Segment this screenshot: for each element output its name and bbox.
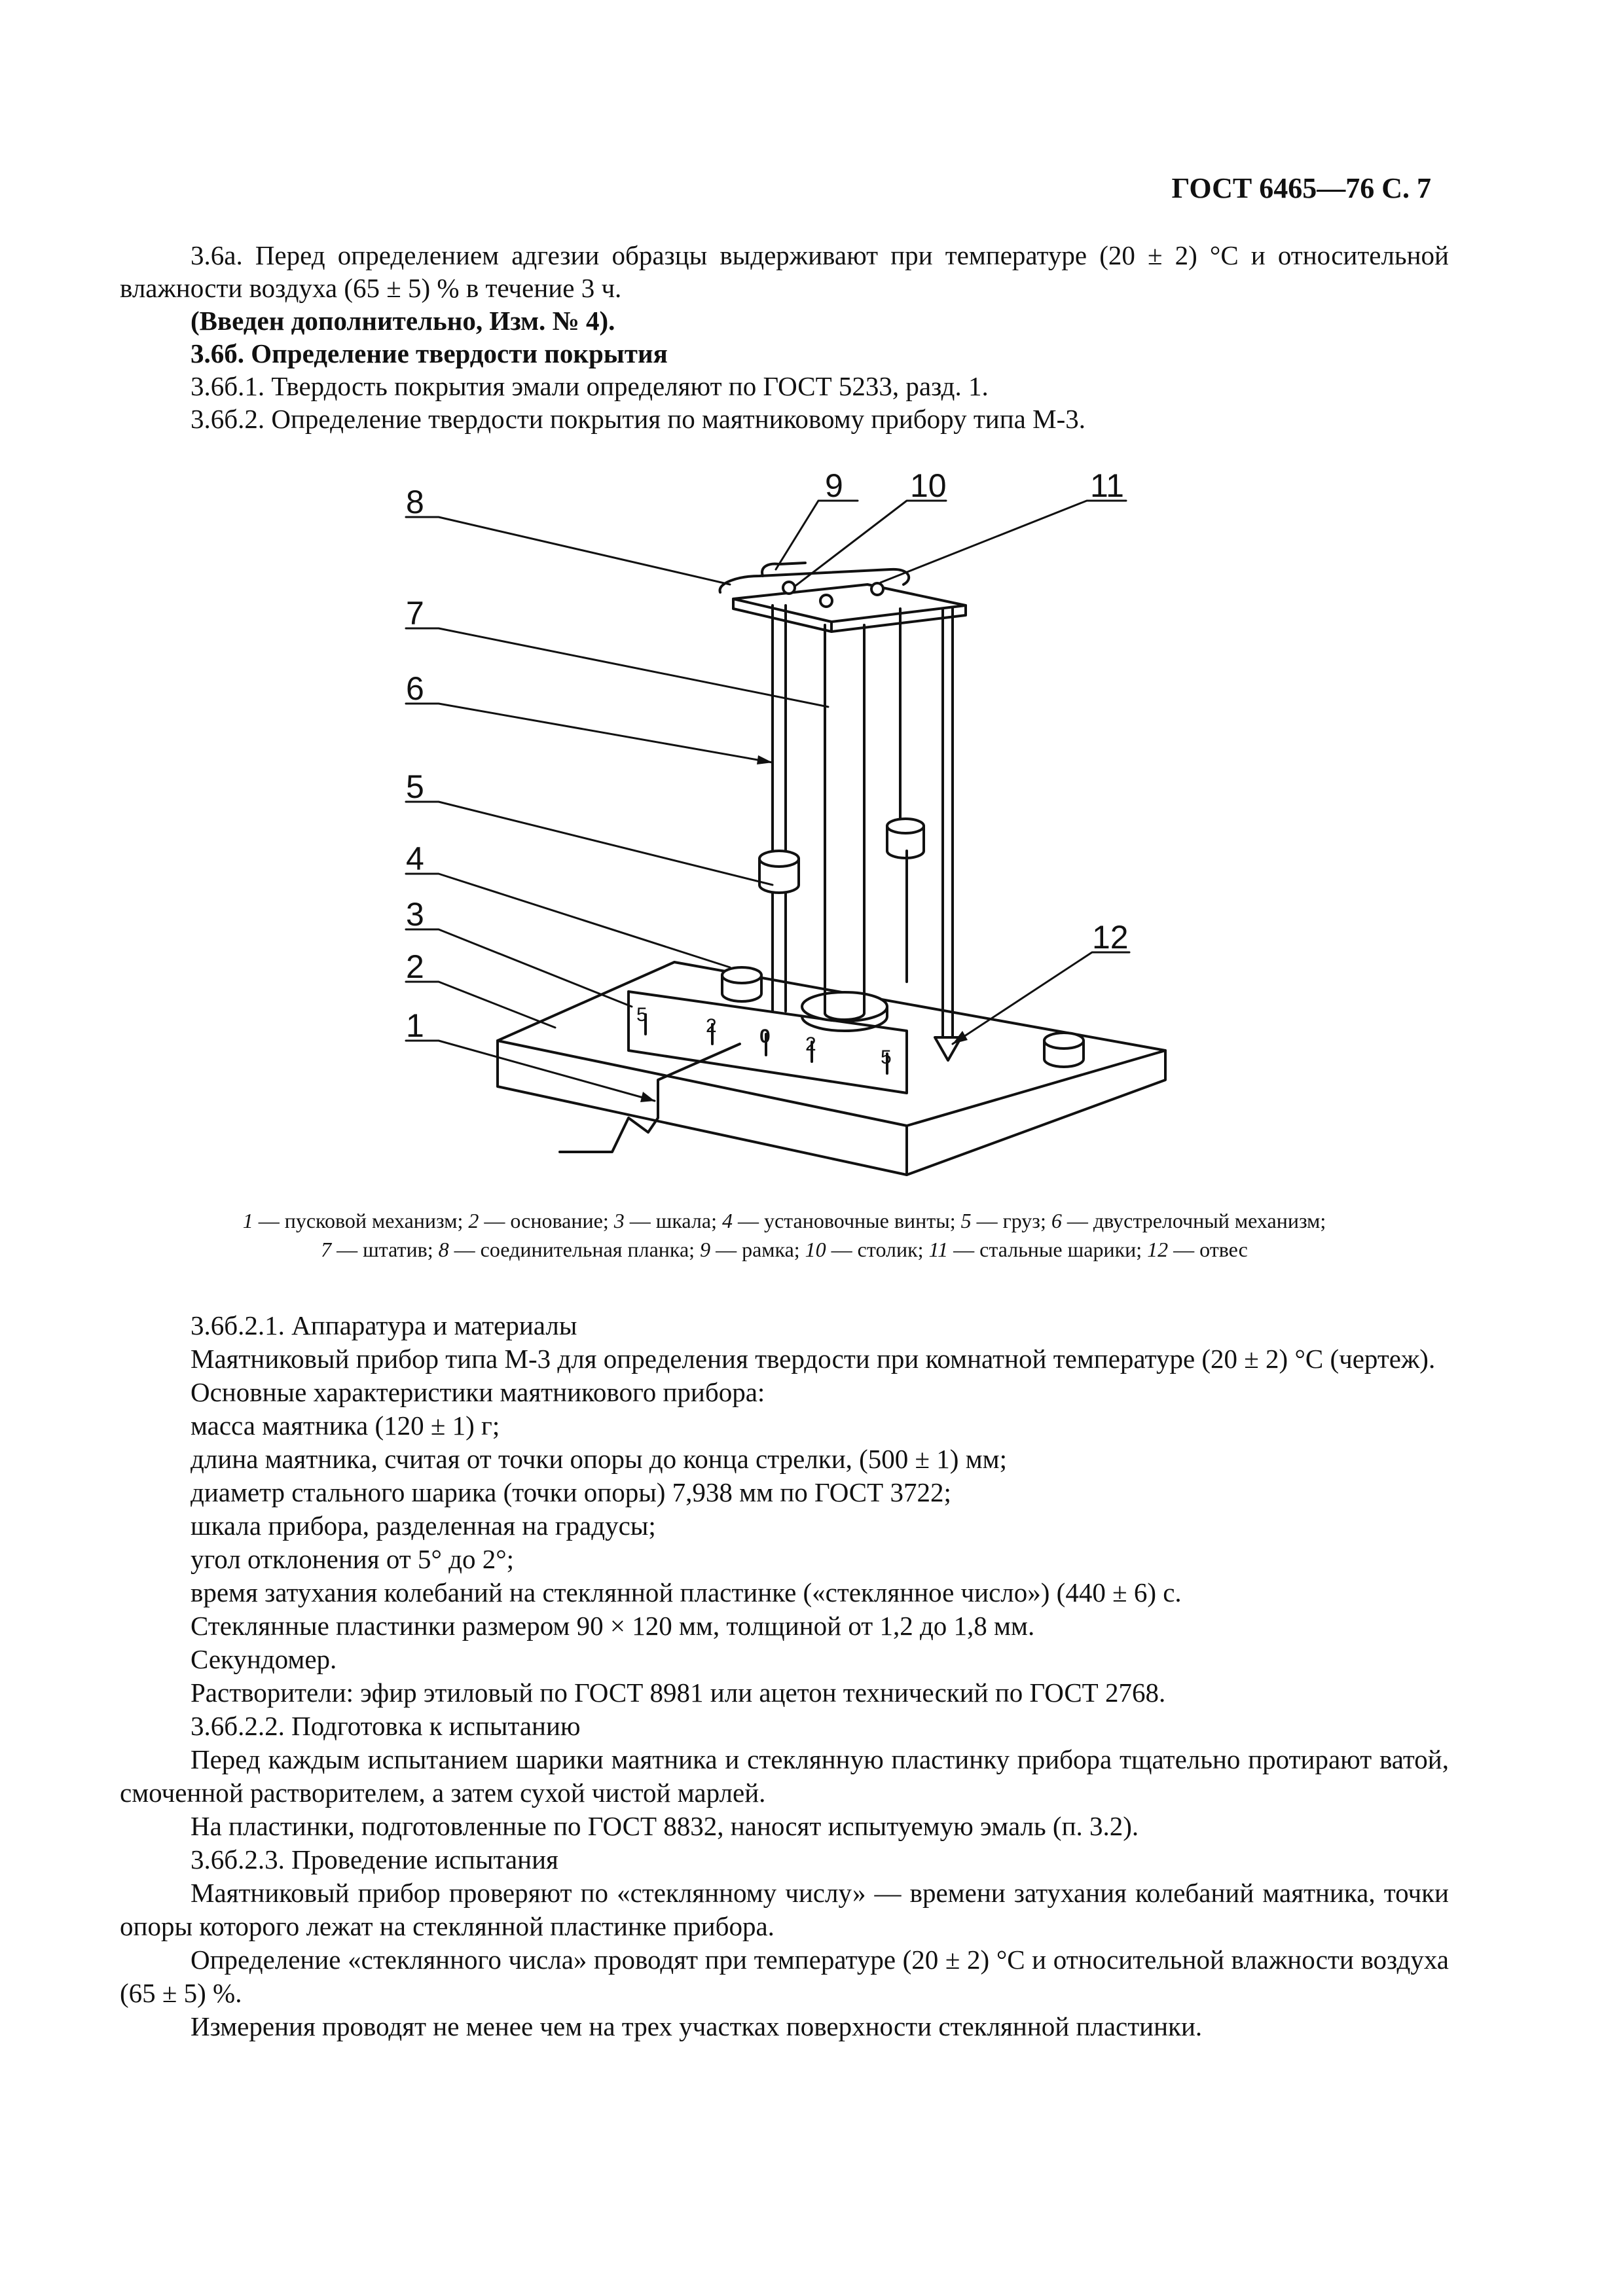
amendment-note: (Введен дополнительно, Изм. № 4).: [191, 306, 615, 336]
caption-text: — шкала;: [624, 1209, 722, 1232]
section-heading-3-6b: 3.6б. Определение твердости покрытия: [191, 338, 668, 368]
top-table: [733, 584, 966, 632]
caption-text: — рамка;: [710, 1238, 805, 1261]
list-item: время затухания колебаний на стеклянной пластинке («стеклянное число») (440 ± 6) с.: [191, 1577, 1182, 1607]
caption-num: 7: [321, 1238, 332, 1261]
subsection-heading-3-6b-2-2: 3.6б.2.2. Подготовка к испытанию: [191, 1711, 581, 1741]
caption-text: — пусковой механизм;: [253, 1209, 469, 1232]
figure-label-7: 7: [406, 595, 424, 632]
caption-text: — установочные винты;: [732, 1209, 961, 1232]
caption-text: — соединительная планка;: [448, 1238, 701, 1261]
caption-num: 3: [613, 1209, 625, 1232]
paragraph-glass-number-conditions: Определение «стеклянного числа» проводят при температуре (20 ± 2) °С и относительной влажности воздуха (65 ± 5) %.: [120, 1945, 1449, 2008]
caption-text: — столик;: [826, 1238, 929, 1261]
paragraph-measurements: Измерения проводят не менее чем на трех участках поверхности стеклянной пластинки.: [191, 2011, 1203, 2041]
paragraph-3-6a: 3.6а. Перед определением адгезии образцы выдерживают при температуре (20 ± 2) °С и относительной влажности воздуха (65 ± 5) % в течение 3 ч.: [120, 240, 1449, 303]
caption-num: 9: [700, 1238, 711, 1261]
list-item: длина маятника, считая от точки опоры до конца стрелки, (500 ± 1) мм;: [191, 1444, 1007, 1474]
paragraph-preparation: Перед каждым испытанием шарики маятника и стеклянную пластинку прибора тщательно протирают ватой, смоченной растворителем, а затем сухой чистой марлей.: [120, 1744, 1449, 1808]
list-item: угол отклонения от 5° до 2°;: [191, 1544, 515, 1574]
scale-mark-5-right: 5: [881, 1047, 892, 1068]
figure-label-10: 10: [910, 467, 947, 504]
figure-label-2: 2: [406, 948, 424, 985]
paragraph-solvents: Растворители: эфир этиловый по ГОСТ 8981 или ацетон технический по ГОСТ 2768.: [191, 1677, 1166, 1708]
caption-text: — груз;: [971, 1209, 1051, 1232]
caption-num: 1: [242, 1209, 253, 1232]
caption-text: — двустрелочный механизм;: [1061, 1209, 1326, 1232]
caption-text: — отвес: [1168, 1238, 1248, 1261]
subsection-heading-3-6b-2-1: 3.6б.2.1. Аппаратура и материалы: [191, 1310, 577, 1340]
caption-num: 10: [805, 1238, 826, 1261]
pendulum-rods-left: [773, 605, 786, 1011]
page-header: ГОСТ 6465—76 С. 7: [1171, 172, 1431, 204]
scale-mark-2-left: 2: [706, 1015, 717, 1037]
caption-num: 5: [960, 1209, 972, 1232]
list-item: диаметр стального шарика (точки опоры) 7,938 мм по ГОСТ 3722;: [191, 1477, 951, 1507]
paragraph-3-6b-2: 3.6б.2. Определение твердости покрытия по маятниковому прибору типа М-3.: [191, 404, 1085, 434]
figure-caption: [120, 1206, 1449, 1264]
paragraph-stopwatch: Секундомер.: [191, 1644, 337, 1674]
caption-num: 12: [1147, 1238, 1169, 1261]
caption-num: 4: [721, 1209, 733, 1232]
paragraph-characteristics: Основные характеристики маятникового прибора:: [191, 1377, 765, 1407]
figure-label-4: 4: [406, 840, 424, 877]
figure-label-1: 1: [406, 1007, 424, 1044]
paragraph-3-6b-1: 3.6б.1. Твердость покрытия эмали определяют по ГОСТ 5233, разд. 1.: [191, 371, 989, 401]
caption-text: — основание;: [479, 1209, 614, 1232]
scale-mark-2-right: 2: [805, 1033, 816, 1055]
caption-num: 8: [438, 1238, 449, 1261]
paragraph-glass-plates: Стеклянные пластинки размером 90 × 120 мм, толщиной от 1,2 до 1,8 мм.: [191, 1611, 1035, 1641]
figure-label-12: 12: [1092, 919, 1129, 956]
figure-label-3: 3: [406, 896, 424, 933]
figure-label-5: 5: [406, 768, 424, 805]
stand-column: [802, 625, 887, 1031]
caption-line-2: [120, 1235, 1449, 1264]
caption-num: 11: [928, 1238, 949, 1261]
figure-label-8: 8: [406, 484, 424, 520]
paragraph-plates-coating: На пластинки, подготовленные по ГОСТ 8832, наносят испытуемую эмаль (п. 3.2).: [191, 1811, 1139, 1841]
scale-mark-5-left: 5: [636, 1004, 647, 1026]
caption-line-1: [120, 1206, 1449, 1235]
subsection-heading-3-6b-2-3: 3.6б.2.3. Проведение испытания: [191, 1844, 558, 1874]
list-item: масса маятника (120 ± 1) г;: [191, 1410, 500, 1441]
figure-label-6: 6: [406, 670, 424, 707]
figure-label-11: 11: [1090, 467, 1124, 504]
caption-text: — штатив;: [331, 1238, 439, 1261]
paragraph-glass-number-check: Маятниковый прибор проверяют по «стеклянному числу» — времени затухания колебаний маятника, точки опоры которого лежат на стеклянной пластинке прибора.: [120, 1878, 1449, 1941]
weight-left: [759, 851, 799, 893]
caption-num: 2: [468, 1209, 479, 1232]
scale-mark-0: 0: [759, 1026, 771, 1047]
paragraph-apparatus: Маятниковый прибор типа М-3 для определения твердости при комнатной температуре (20 ± 2) °С (чертеж).: [191, 1344, 1436, 1374]
caption-text: — стальные шарики;: [948, 1238, 1148, 1261]
figure-label-9: 9: [825, 467, 843, 504]
caption-num: 6: [1051, 1209, 1062, 1232]
list-item: шкала прибора, разделенная на градусы;: [191, 1511, 656, 1541]
body-text-block: [120, 1309, 1449, 2043]
